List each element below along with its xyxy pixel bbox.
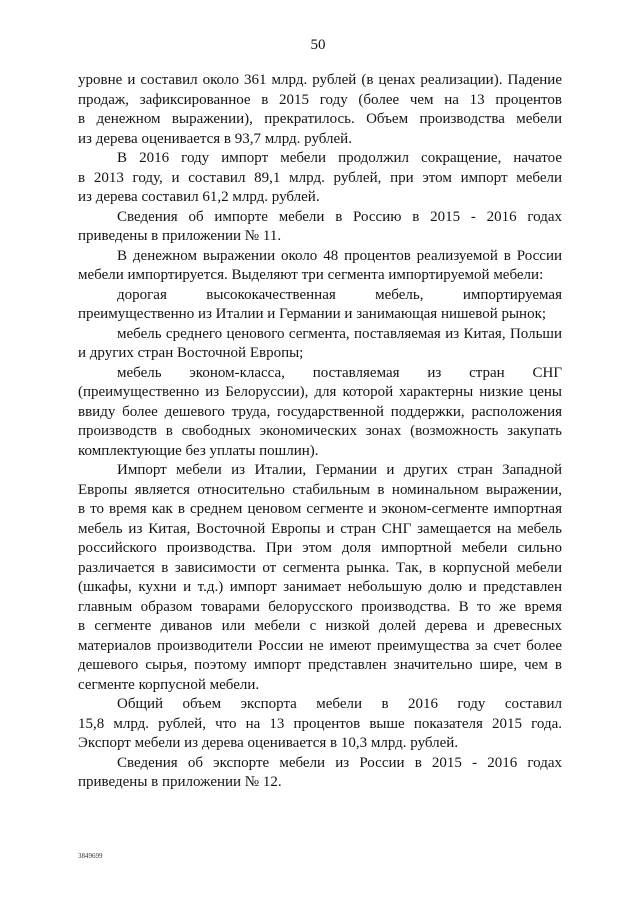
text-line: производств в свободных экономических зонах (возможность закупать <box>78 423 562 439</box>
text-line: мебель из Китая, Восточной Европы и стран СНГ замещается на мебель <box>78 520 562 537</box>
text-line: дешевого сырья, поэтому импорт представлен значительно шире, чем в <box>78 657 562 673</box>
text-line: (шкафы, кухни и т.д.) импорт занимает небольшую долю и представлен <box>78 579 562 595</box>
text-line: В денежном выражении около 48 процентов реализуемой в России <box>117 247 562 264</box>
page-number: 50 <box>310 37 326 53</box>
text-line: мебель среднего ценового сегмента, поставляемая из Китая, Польши <box>117 325 562 342</box>
text-line: дорогая высококачественная мебель, импортируемая <box>117 286 562 303</box>
text-line: материалов производители России не имеют преимущества за счет более <box>78 637 562 654</box>
text-line: В 2016 году импорт мебели продолжил сокращение, начатое <box>117 150 562 166</box>
text-line: продаж, зафиксированное в 2015 году (более чем на 13 процентов <box>78 91 562 108</box>
text-line: Импорт мебели из Италии, Германии и других стран Западной <box>117 462 562 478</box>
text-line: Общий объем экспорта мебели в 2016 году составил <box>117 696 562 712</box>
text-line: главным образом товарами белорусского производства. В то же время <box>78 598 562 615</box>
text-line: из дерева оценивается в 93,7 млрд. рублей. <box>78 130 352 147</box>
paragraph <box>78 325 562 364</box>
paragraph <box>78 364 562 462</box>
text-line: ввиду более дешевого труда, государственной поддержки, расположения <box>78 403 562 420</box>
paragraph <box>78 695 562 754</box>
text-line: из дерева составил 61,2 млрд. рублей. <box>78 189 320 205</box>
paragraph <box>78 286 562 325</box>
paragraph <box>78 71 562 149</box>
text-line: преимущественно из Италии и Германии и занимающая нишевой рынок; <box>78 306 547 322</box>
text-line: российского производства. При этом доля импортной мебели сильно <box>78 540 562 556</box>
text-line: сегменте корпусной мебели. <box>78 676 260 693</box>
text-line: Экспорт мебели из дерева оценивается в 10,3 млрд. рублей. <box>78 735 459 751</box>
paragraph <box>78 208 562 247</box>
text-line: в денежном выражении), прекратилось. Объем производства мебели <box>78 111 562 127</box>
text-line: комплектующие без уплаты пошлин). <box>78 442 319 459</box>
paragraph <box>78 247 562 286</box>
text-line: в 2013 году, и составил 89,1 млрд. рублей, при этом импорт мебели <box>78 169 562 186</box>
text-line: и других стран Восточной Европы; <box>78 345 304 361</box>
text-line: мебели импортируется. Выделяют три сегмента импортируемой мебели: <box>78 267 544 283</box>
text-line: 15,8 млрд. рублей, что на 13 процентов выше показателя 2015 года. <box>78 715 562 732</box>
text-line: Сведения об экспорте мебели из России в 2015 - 2016 годах <box>117 754 562 771</box>
document-code: 3849699 <box>78 852 103 860</box>
text-line: Европы является относительно стабильным в номинальном выражении, <box>78 481 562 498</box>
document-body <box>78 71 562 793</box>
text-line: мебель эконом-класса, поставляемая из стран СНГ <box>117 364 562 381</box>
text-line: различается в зависимости от сегмента рынка. Так, в корпусной мебели <box>78 559 562 576</box>
text-line: Сведения об импорте мебели в Россию в 2015 - 2016 годах <box>117 208 562 225</box>
paragraph <box>78 461 562 695</box>
paragraph <box>78 149 562 208</box>
paragraph <box>78 754 562 793</box>
text-line: уровне и составил около 361 млрд. рублей (в ценах реализации). Падение <box>78 72 562 88</box>
text-line: приведены в приложении № 11. <box>78 228 282 244</box>
text-line: (преимущественно из Белоруссии), для которой характерны низкие цены <box>78 384 562 400</box>
text-line: приведены в приложении № 12. <box>78 774 282 790</box>
text-line: в сегменте диванов или мебели с низкой долей дерева и древесных <box>78 618 562 634</box>
text-line: в то время как в среднем ценовом сегменте и эконом-сегменте импортная <box>78 501 562 517</box>
